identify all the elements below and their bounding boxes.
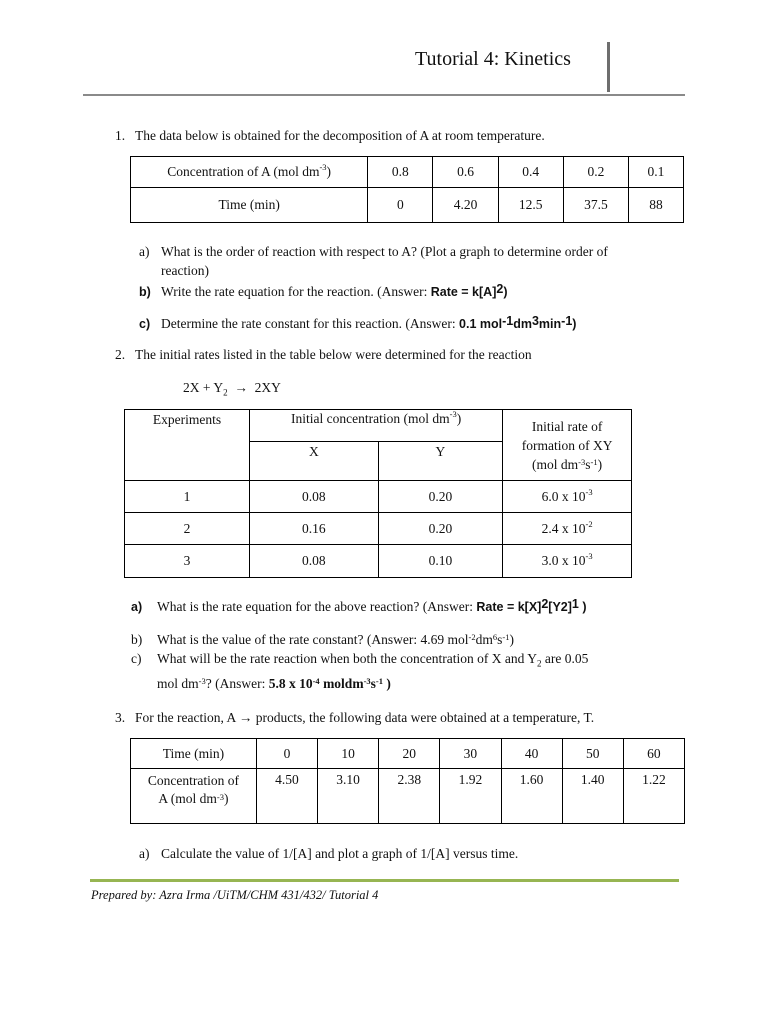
table-cell: 0.1 [628,157,683,188]
table-cell: 50 [562,739,623,769]
question-2 [115,346,532,364]
table-header-cell: Time (min) [131,739,257,769]
table-cell: 0.6 [433,157,498,188]
table-row [125,513,632,545]
arrow-icon: → [238,710,253,725]
table-row [125,545,632,578]
table-cell: 0.2 [563,157,628,188]
table-cell: 60 [623,739,684,769]
table-header-cell: Initial concentration (mol $dm^{-3}$) [250,410,503,442]
table-cell: 0.20 [378,481,503,513]
q2-part-c: c) What will be the rate reaction when both the concentration of X and $Y_2$ are 0.05 mol $dm^{-3}$? (Answer: 5.8 x $10^{-4}$ $moldm^{-3}s^{-1}$ ) [131,651,589,691]
table-cell: 30 [440,739,501,769]
table-header-cell: Experiments [125,410,250,481]
table-header-cell: Concentration of A (mol $dm^{-3}$) [131,769,257,824]
footer-text: Prepared by: Azra Irma /UiTM/CHM 431/432/ Tutorial 4 [91,888,379,902]
table-cell: 1.40 [562,769,623,824]
reaction-equation: $2X + Y_2 \to 2XY$ [183,380,281,398]
table-cell: 3 [125,545,250,578]
table-cell: 4.50 [256,769,317,824]
q2-data-table [124,409,632,578]
table-cell: 1 [125,481,250,513]
table-cell: 2.38 [379,769,440,824]
q2-part-b: b) What is the value of the rate constant? (Answer: 4.69 $mol^{-2}dm^6s^{-1}$) [131,632,514,647]
table-cell: 88 [628,188,683,223]
question-1 [115,127,545,145]
q2-part-a: a) What is the rate equation for the above reaction? (Answer: Rate = $k[X]^2[Y2]^1$ ) [131,597,587,614]
table-header-cell: Y [378,442,503,481]
table-cell: 0.8 [368,157,433,188]
q1-part-c: c) Determine the rate constant for this reaction. (Answer: 0.1 $mol^{-1}dm^3\min^{-1}$) [139,314,577,331]
table-cell: 0.16 [250,513,379,545]
table-cell: 0.20 [378,513,503,545]
q3-part-a: a) Calculate the value of 1/[A] and plot a graph of 1/[A] versus time. [139,846,519,861]
table-cell: 0 [368,188,433,223]
q1-data-table [130,156,684,223]
question-text: The initial rates listed in the table below were determined for the reaction [135,347,532,362]
footer-rule [90,879,679,882]
table-row [125,481,632,513]
q1-part-b: b) Write the rate equation for the reaction. (Answer: Rate = $k[A]^2$) [139,282,508,299]
q3-data-table [130,738,685,824]
table-cell: 6.0 x $10^{-3}$ [503,481,632,513]
table-cell: 10 [318,739,379,769]
table-header-cell: Initial rate of formation of XY (mol $dm^{-3}s^{-1}$) [503,410,632,481]
table-cell: 37.5 [563,188,628,223]
table-cell: 3.0 x $10^{-3}$ [503,545,632,578]
table-cell: 2.4 x $10^{-2}$ [503,513,632,545]
table-header-cell: X [250,442,379,481]
table-cell: 2 [125,513,250,545]
question-number: 1. [115,128,126,143]
question-number: 2. [115,347,126,362]
table-header-cell: Concentration of A (mol $dm^{-3}$) [131,157,368,188]
table-cell: 20 [379,739,440,769]
table-cell: 0 [256,739,317,769]
header-vertical-bar [607,42,610,92]
question-number: 3. [115,710,126,725]
table-cell: 3.10 [318,769,379,824]
table-cell: 4.20 [433,188,498,223]
question-text: The data below is obtained for the decomposition of A at room temperature. [135,128,545,143]
table-cell: 0.4 [498,157,563,188]
page-title: Tutorial 4: Kinetics [415,48,571,70]
table-cell: 40 [501,739,562,769]
q1-part-a: a) What is the order of reaction with respect to A? (Plot a graph to determine order of reaction) [139,244,608,278]
header-rule [83,94,685,96]
question-3: 3. For the reaction, A → products, the following data were obtained at a temperature, T. [115,710,595,725]
table-cell: 0.08 [250,481,379,513]
table-cell: 1.92 [440,769,501,824]
table-cell: 0.08 [250,545,379,578]
table-header-cell: Time (min) [131,188,368,223]
table-cell: 1.60 [501,769,562,824]
table-cell: 12.5 [498,188,563,223]
table-cell: 1.22 [623,769,684,824]
table-cell: 0.10 [378,545,503,578]
